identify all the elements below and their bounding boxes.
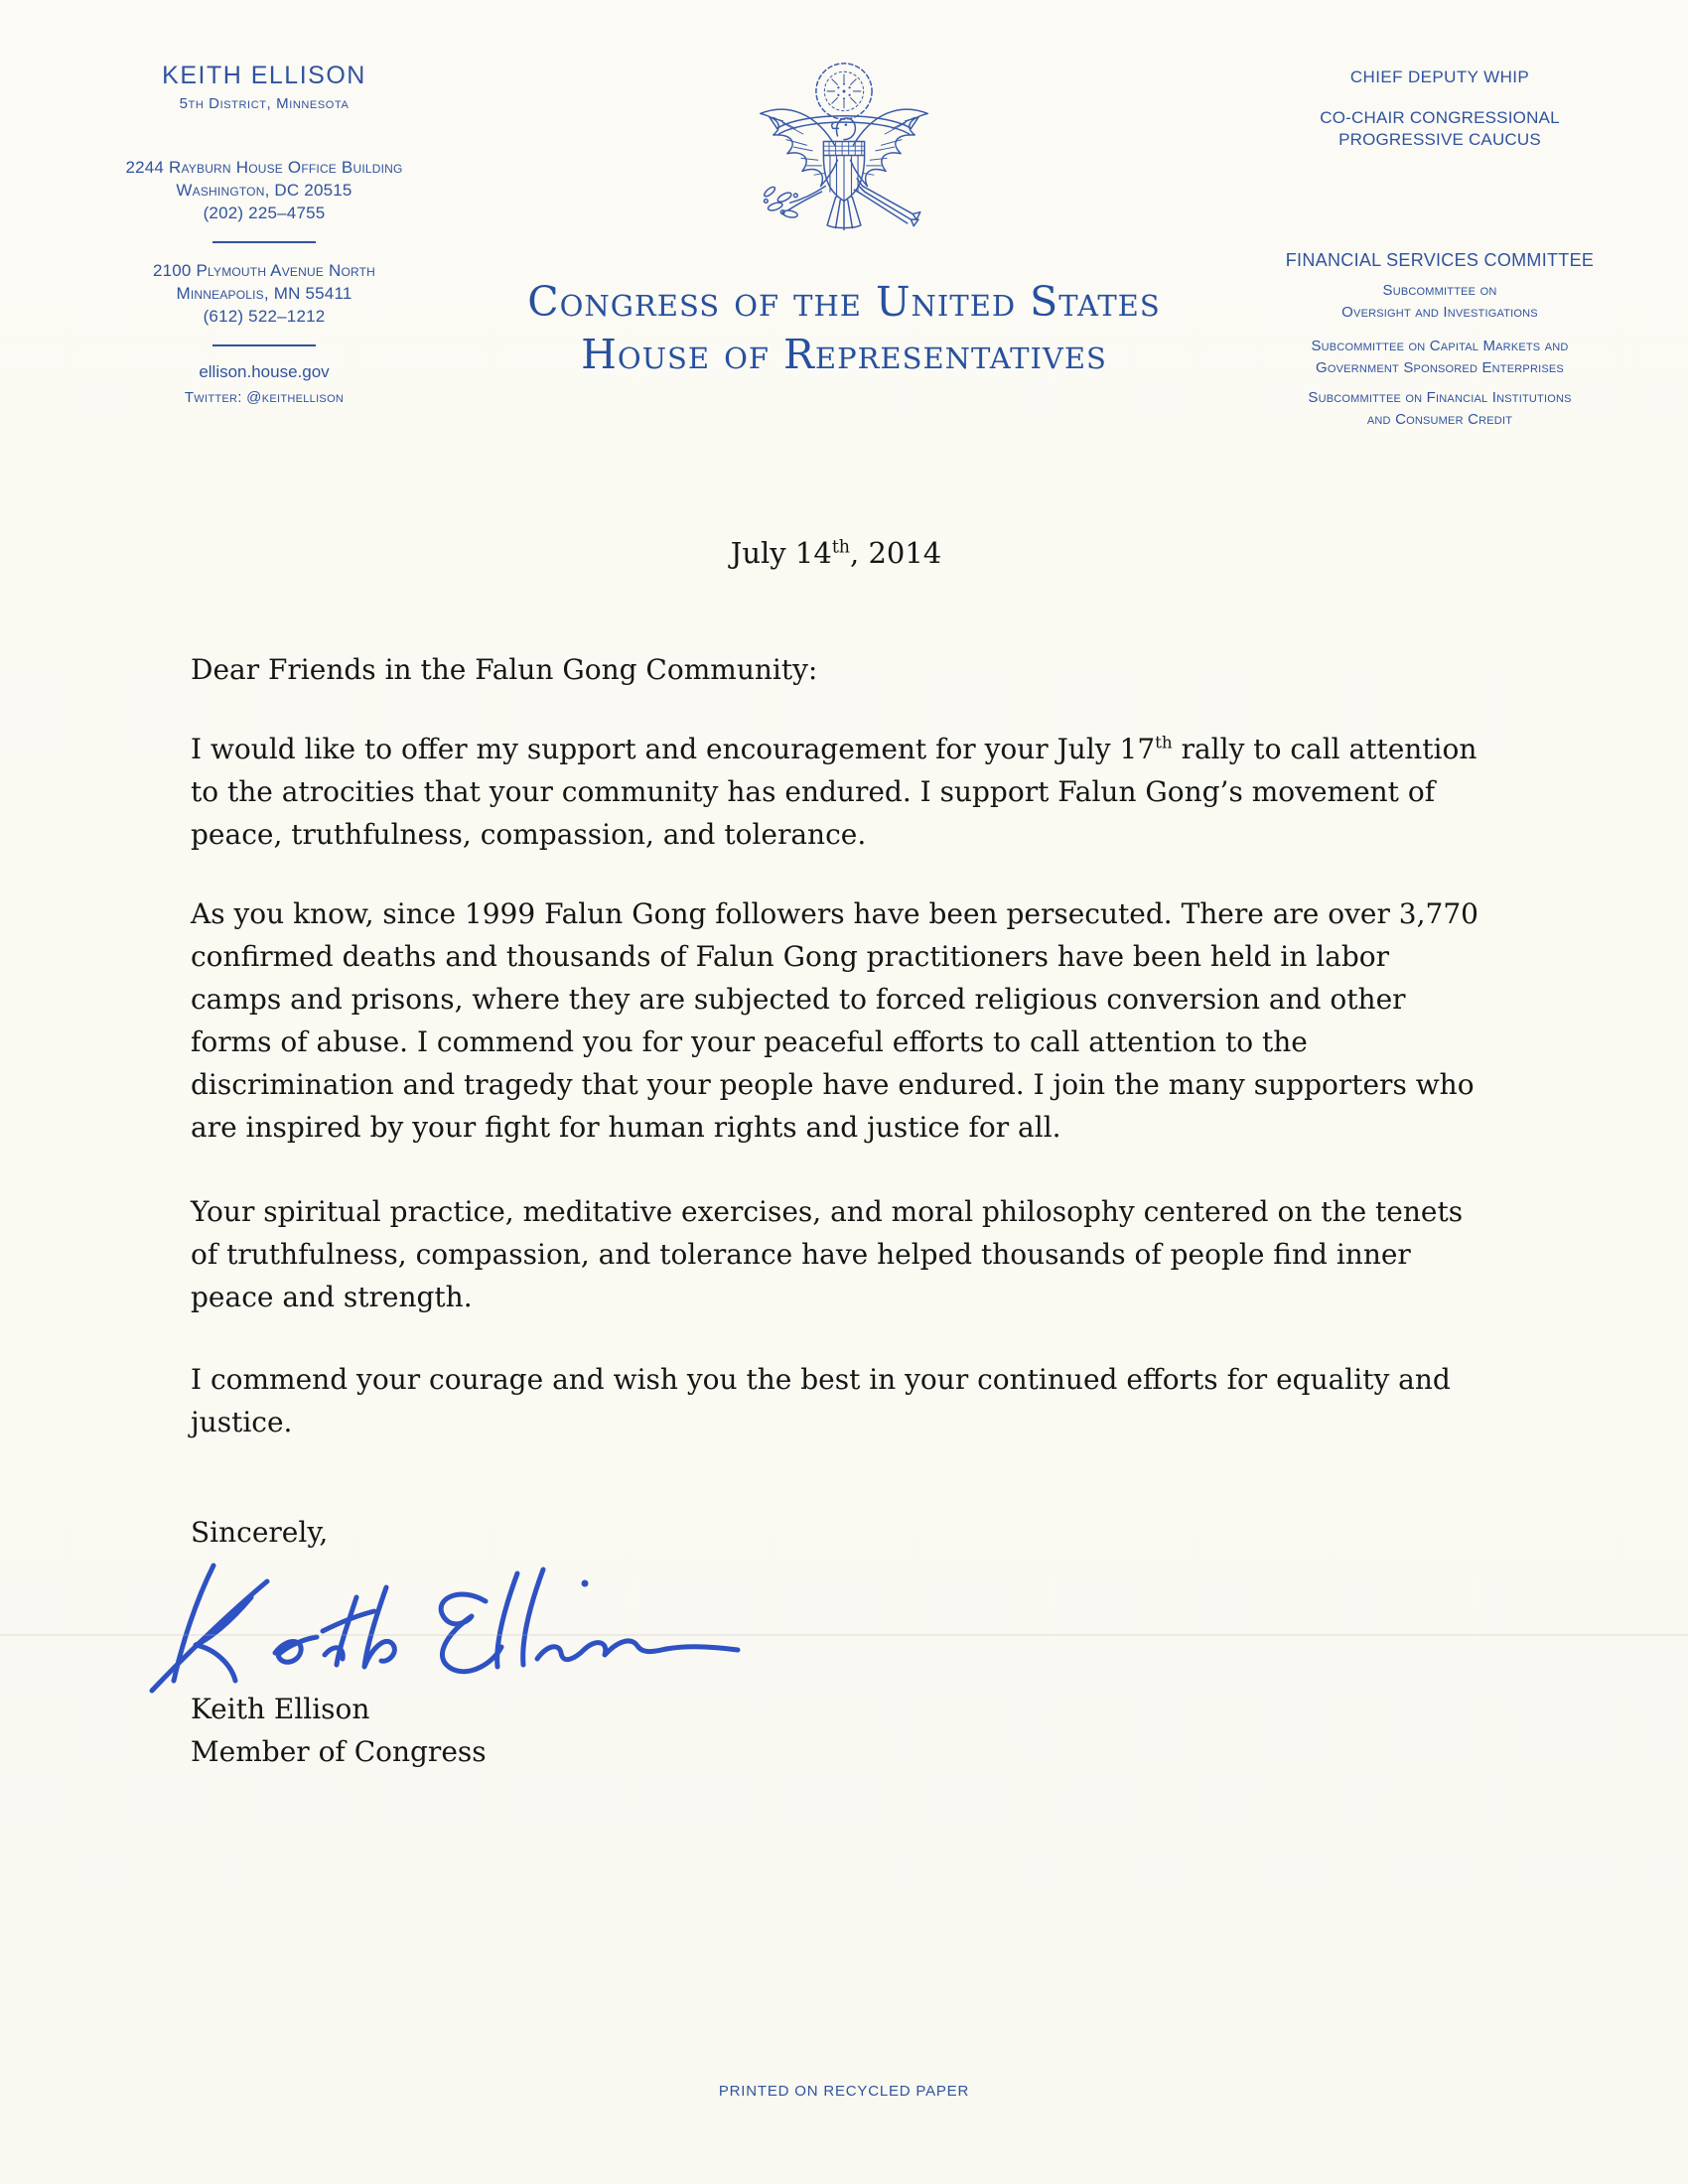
mn-address-line: (612) 522–1212 <box>203 307 326 326</box>
rally-date-ordinal: th <box>1155 732 1173 752</box>
recycled-paper-notice: PRINTED ON RECYCLED PAPER <box>718 2083 970 2100</box>
role-line: CO-CHAIR CONGRESSIONAL <box>1320 108 1560 127</box>
handwritten-signature <box>136 1540 752 1708</box>
salutation: Dear Friends in the Falun Gong Community: <box>191 653 818 686</box>
paragraph-text: I would like to offer my support and encouragement for your July 17 <box>191 733 1156 765</box>
subcommittee-line: Subcommittee on Financial Institutions <box>1308 389 1572 406</box>
member-district: 5th District, Minnesota <box>179 95 350 112</box>
twitter-handle: Twitter: @keithellison <box>184 389 345 406</box>
signer-name: Keith Ellison <box>191 1693 370 1725</box>
date-ordinal: th <box>831 537 851 558</box>
mn-address-line: 2100 Plymouth Avenue North <box>152 261 376 280</box>
subcommittee-line: Government Sponsored Enterprises <box>1316 359 1564 376</box>
date-rest: , 2014 <box>850 536 942 570</box>
signature-block <box>191 1554 1481 1688</box>
paragraph-commendation: I commend your courage and wish you the best in your continued efforts for equality and justice. <box>191 1363 1451 1438</box>
closing: Sincerely, <box>191 1516 329 1549</box>
paragraph-spiritual-practice: Your spiritual practice, meditative exercises, and moral philosophy centered on the tenets of truthfulness, compassion, and tolerance have helped thousands of people find inner peace and strength. <box>191 1195 1464 1313</box>
dc-address-line: 2244 Rayburn House Office Building <box>125 158 403 177</box>
subcommittee-line: Subcommittee on <box>1382 282 1497 299</box>
dc-address-line: Washington, DC 20515 <box>176 181 352 200</box>
committee-title: FINANCIAL SERVICES COMMITTEE <box>1285 250 1595 270</box>
mn-address-line: Minneapolis, MN 55411 <box>176 284 352 303</box>
paragraph-persecution: As you know, since 1999 Falun Gong followers have been persecuted. There are over 3,770 confirmed deaths and thousands of Falun Gong practitioners have been held in labor camps and prisons, where they are subjected to forced religious conversion and other forms of abuse. I commend you for your peaceful efforts to call attention to the discrimination and tragedy that your people have endured. I join the many supporters who are inspired by your fight for human rights and justice for all. <box>191 897 1478 1144</box>
paragraph-text: rally to call attention to the atrocities that your community has endured. I support Falun Gong’s movement of peace, truthfulness, compassion, and tolerance. <box>191 733 1477 851</box>
dc-address-line: (202) 225–4755 <box>203 204 326 222</box>
great-seal-eagle-icon <box>742 52 946 246</box>
website-text: ellison.house.gov <box>199 362 330 381</box>
role-line: PROGRESSIVE CAUCUS <box>1338 130 1541 149</box>
house-title: House of Representatives <box>581 331 1107 379</box>
scan-artifact-line <box>0 1634 1688 1636</box>
subcommittee-capital-markets <box>1226 336 1653 379</box>
paragraph-support <box>191 728 1481 856</box>
subcommittee-line: Oversight and Investigations <box>1341 304 1538 321</box>
role-chief-deputy-whip: CHIEF DEPUTY WHIP <box>1349 68 1530 86</box>
subcommittee-line: and Consumer Credit <box>1366 411 1513 428</box>
congress-title: Congress of the United States <box>527 278 1161 326</box>
letter-body <box>191 532 1481 1773</box>
role-progressive-caucus <box>1226 107 1653 151</box>
subcommittee-financial-institutions <box>1226 387 1653 431</box>
subcommittee-line: Subcommittee on Capital Markets and <box>1311 338 1569 354</box>
member-name: KEITH ELLISON <box>162 62 366 89</box>
letter-date <box>191 532 1481 575</box>
date-main: July 14 <box>730 536 832 570</box>
letterhead-right-block <box>1226 68 1653 431</box>
signer-title: Member of Congress <box>191 1735 487 1768</box>
subcommittee-oversight <box>1226 280 1653 324</box>
